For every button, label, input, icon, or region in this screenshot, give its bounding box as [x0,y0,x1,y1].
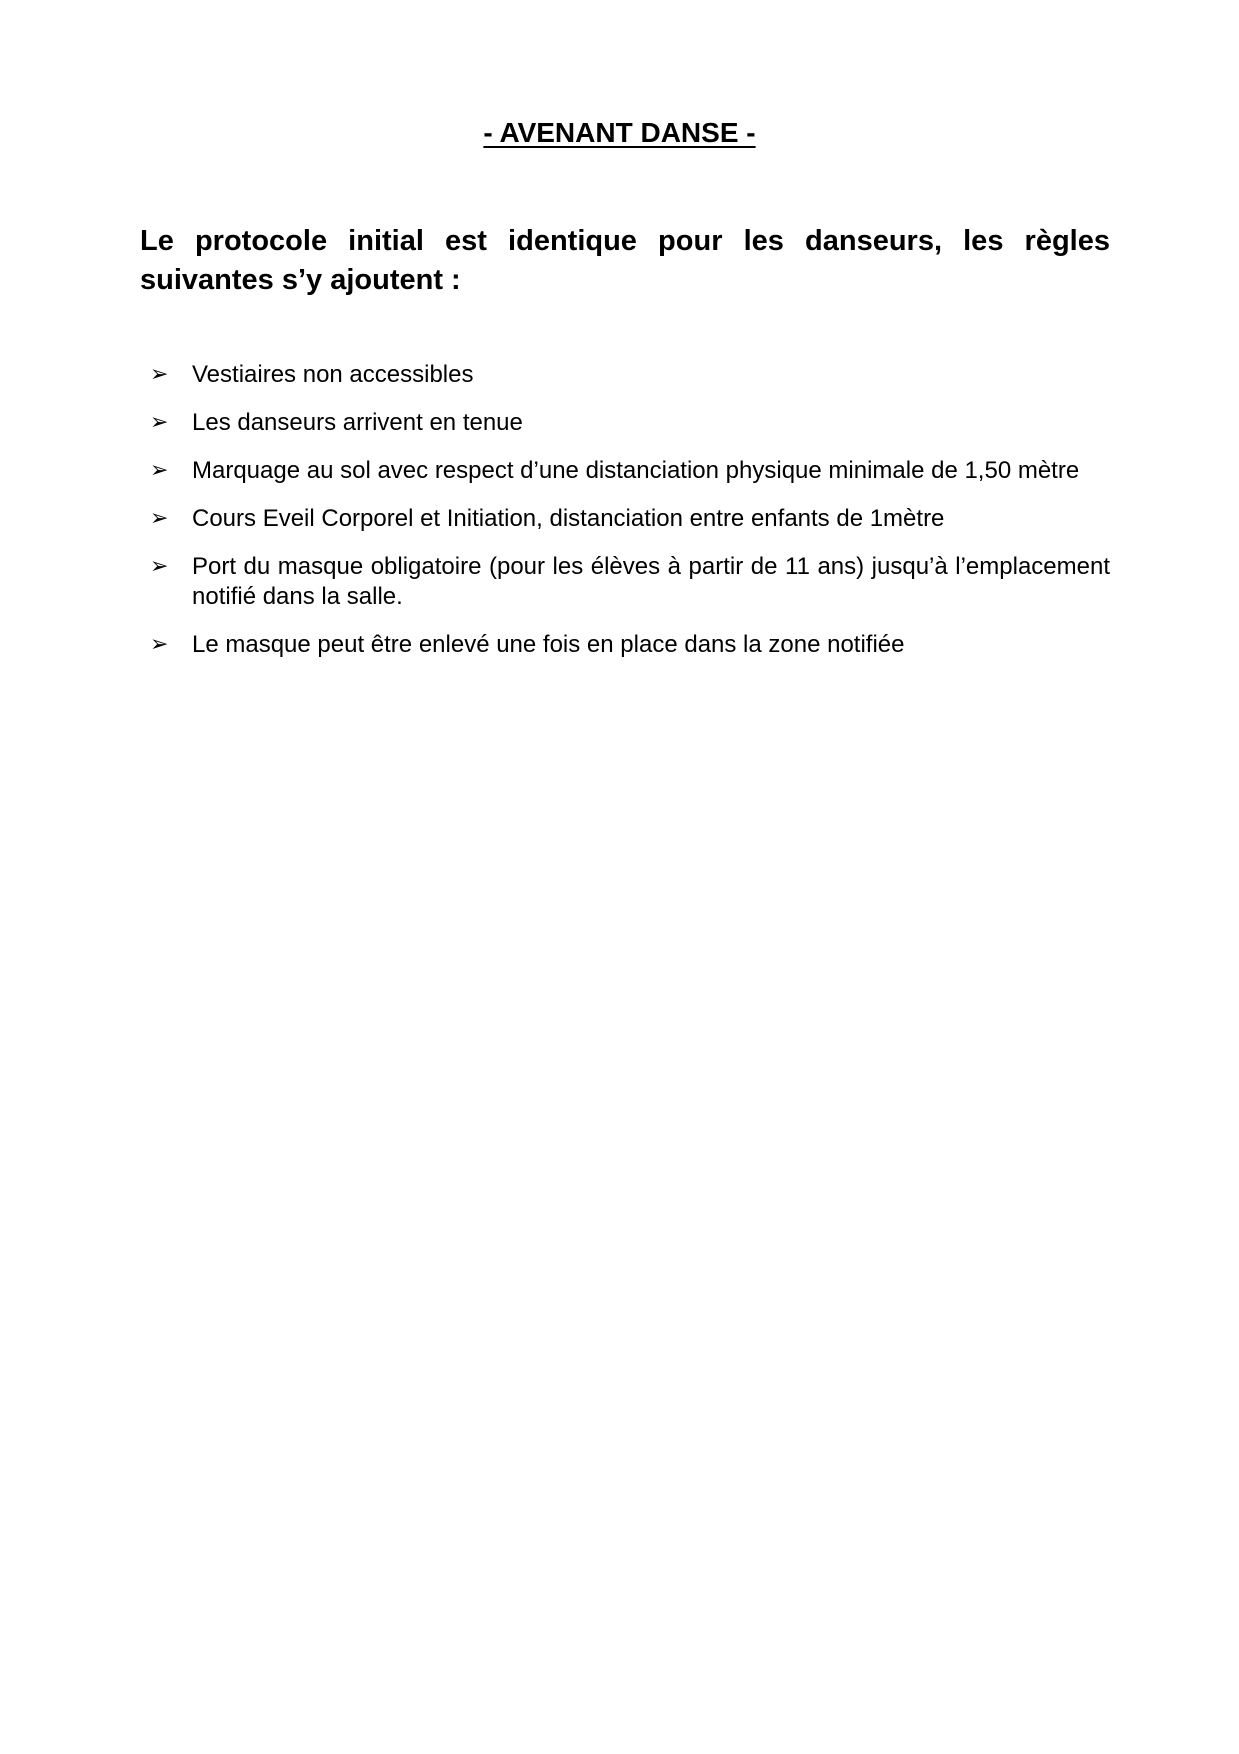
list-item-text: Marquage au sol avec respect d’une distanciation physique minimale de 1,50 mètre [192,457,1080,484]
list-item [150,504,1110,534]
arrow-bullet-icon: ➢ [150,458,169,483]
list-item [150,552,1110,612]
list-item-text: Cours Eveil Corporel et Initiation, distanciation entre enfants de 1mètre [192,505,945,532]
rules-list [150,360,1110,678]
document-title: - AVENANT DANSE - [483,117,756,148]
list-item-text: Le masque peut être enlevé une fois en place dans la zone notifiée [192,631,905,658]
intro-paragraph: Le protocole initial est identique pour les danseurs, les règles suivantes s’y ajoutent : [140,225,1110,296]
arrow-bullet-icon: ➢ [150,632,169,657]
list-item [150,360,1110,390]
arrow-bullet-icon: ➢ [150,554,169,579]
arrow-bullet-icon: ➢ [150,506,169,531]
list-item [150,456,1110,486]
list-item-text: Les danseurs arrivent en tenue [192,409,523,436]
list-item-text: Vestiaires non accessibles [192,361,474,388]
arrow-bullet-icon: ➢ [150,410,169,435]
list-item [150,408,1110,438]
list-item-text: Port du masque obligatoire (pour les élèves à partir de 11 ans) jusqu’à l’emplacement notifié dans la salle. [192,553,1110,610]
list-item [150,630,1110,660]
arrow-bullet-icon: ➢ [150,362,169,387]
